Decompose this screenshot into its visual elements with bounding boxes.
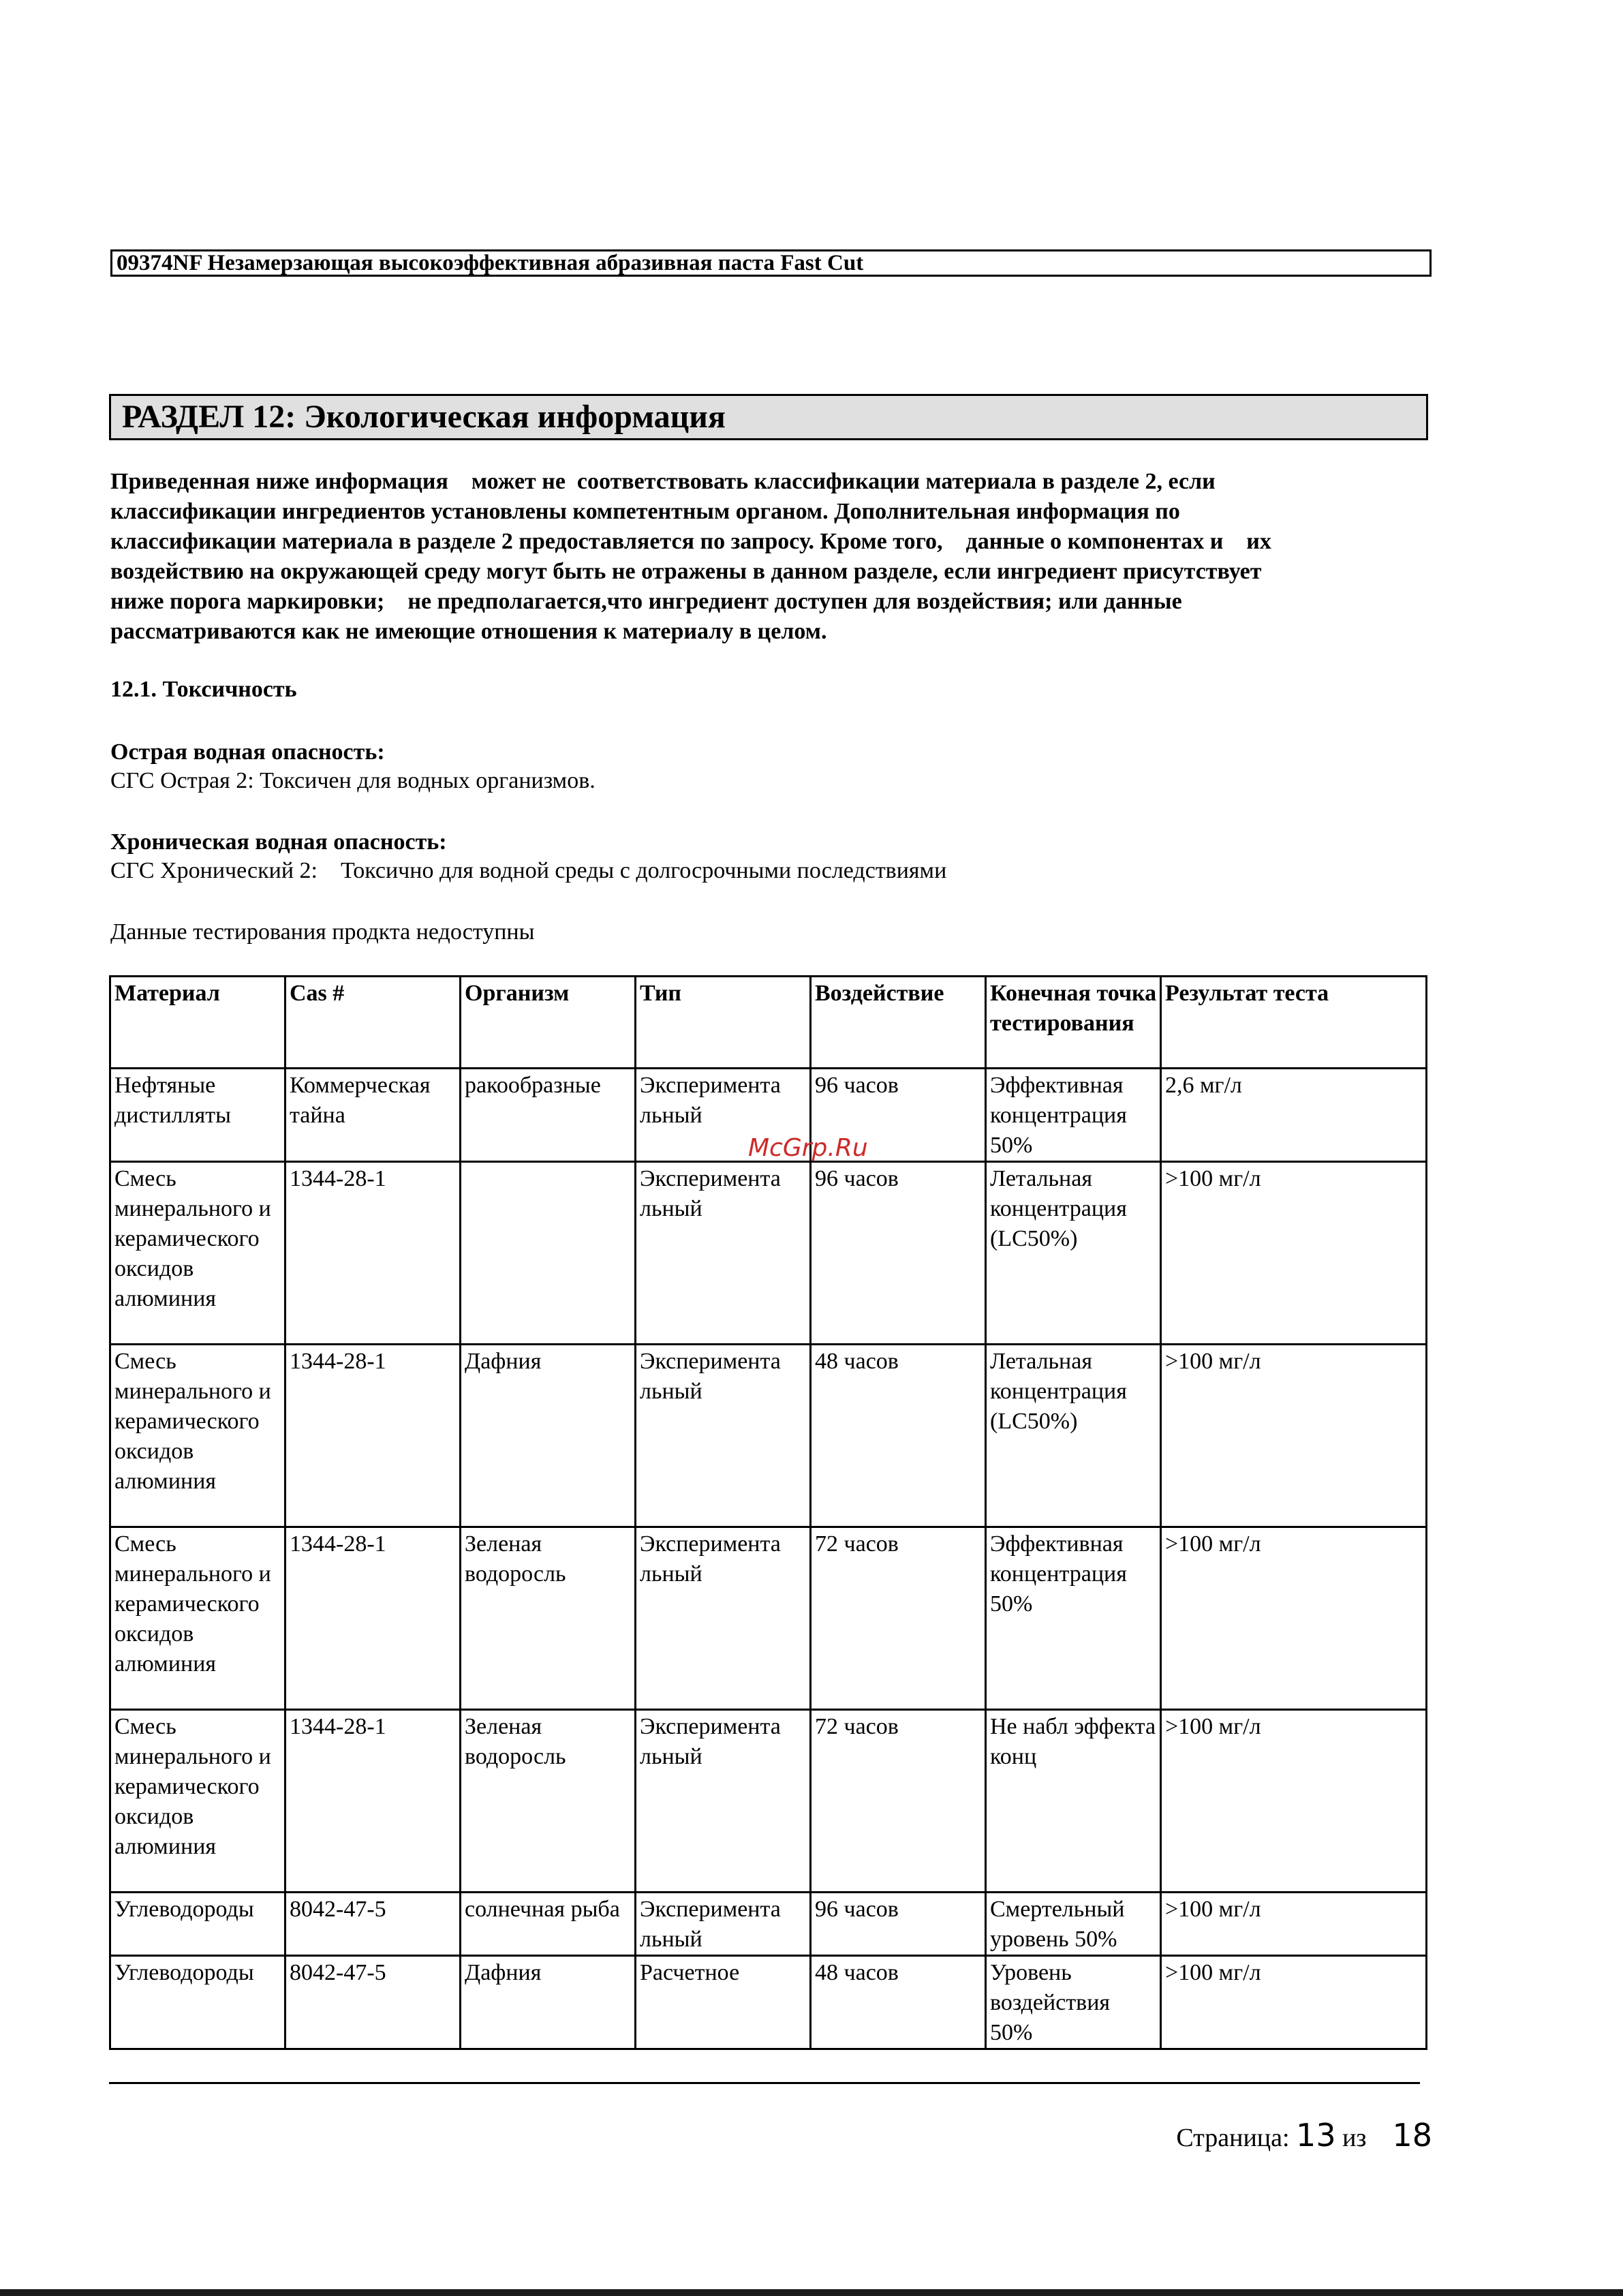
- cell-endpoint: Летальная концентрация (LC50%): [986, 1345, 1161, 1527]
- cell-type: Эксперимента льный: [636, 1710, 811, 1893]
- page-number: [1176, 2118, 1432, 2155]
- cell-endpoint: Эффективная концентрация 50%: [986, 1069, 1161, 1162]
- cell-endpoint: Эффективная концентрация 50%: [986, 1527, 1161, 1710]
- intro-line: классификации материала в разделе 2 предоставляется по запросу. Кроме того, данные о компонентах и их: [110, 529, 1271, 554]
- table-row: [110, 1710, 1427, 1893]
- scan-bottom-edge: [0, 2289, 1623, 2296]
- section-title: РАЗДЕЛ 12: Экологическая информация: [109, 394, 1428, 440]
- header-exposure: Воздействие: [811, 977, 986, 1069]
- intro-line: классификации ингредиентов установлены компетентным органом. Дополнительная информация по: [110, 499, 1180, 524]
- cell-cas: 1344-28-1: [285, 1710, 461, 1893]
- cell-result: >100 мг/л: [1161, 1162, 1427, 1345]
- cell-organism: солнечная рыба: [461, 1893, 636, 1956]
- table-header-row: [110, 977, 1427, 1069]
- no-data-note: Данные тестирования продкта недоступны: [110, 919, 535, 945]
- cell-material: Смесь минерального и керамического оксидов алюминия: [110, 1527, 285, 1710]
- cell-exposure: 48 часов: [811, 1345, 986, 1527]
- cell-exposure: 72 часов: [811, 1710, 986, 1893]
- table-row: [110, 1956, 1427, 2049]
- header-cas: Cas #: [285, 977, 461, 1069]
- cell-endpoint: Смертельный уровень 50%: [986, 1893, 1161, 1956]
- cell-cas: Коммерческая тайна: [285, 1069, 461, 1162]
- table-row: [110, 1345, 1427, 1527]
- cell-result: >100 мг/л: [1161, 1956, 1427, 2049]
- cell-material: Углеводороды: [110, 1956, 285, 2049]
- intro-paragraph: [110, 467, 1432, 647]
- chronic-text: СГС Хронический 2: Токсично для водной среды с долгосрочными последствиями: [110, 858, 947, 883]
- cell-type: Эксперимента льный: [636, 1345, 811, 1527]
- cell-exposure: 48 часов: [811, 1956, 986, 2049]
- subsection-title: 12.1. Токсичность: [110, 677, 297, 702]
- header-organism: Организм: [461, 977, 636, 1069]
- cell-type: Эксперимента льный: [636, 1893, 811, 1956]
- cell-endpoint: Уровень воздействия 50%: [986, 1956, 1161, 2049]
- cell-material: Нефтяные дистилляты: [110, 1069, 285, 1162]
- acute-text: СГС Острая 2: Токсичен для водных организмов.: [110, 768, 596, 793]
- intro-line: Приведенная ниже информация может не соответствовать классификации материала в разделе 2, если: [110, 469, 1216, 494]
- header-material: Материал: [110, 977, 285, 1069]
- acute-heading: Острая водная опасность:: [110, 739, 385, 765]
- cell-exposure: 72 часов: [811, 1527, 986, 1710]
- cell-organism: [461, 1162, 636, 1345]
- cell-cas: 1344-28-1: [285, 1527, 461, 1710]
- cell-material: Смесь минерального и керамического оксидов алюминия: [110, 1345, 285, 1527]
- cell-organism: Дафния: [461, 1345, 636, 1527]
- cell-result: >100 мг/л: [1161, 1345, 1427, 1527]
- cell-cas: 1344-28-1: [285, 1162, 461, 1345]
- cell-result: >100 мг/л: [1161, 1527, 1427, 1710]
- header-type: Тип: [636, 977, 811, 1069]
- cell-type: Расчетное: [636, 1956, 811, 2049]
- footer-divider: [109, 2082, 1420, 2084]
- chronic-heading: Хроническая водная опасность:: [110, 829, 447, 855]
- page-of: из: [1342, 2124, 1367, 2152]
- cell-type: Эксперимента льный: [636, 1162, 811, 1345]
- cell-endpoint: Не набл эффекта конц: [986, 1710, 1161, 1893]
- intro-line: воздействию на окружающей среду могут быть не отражены в данном разделе, если ингредиент присутствует: [110, 559, 1262, 584]
- cell-cas: 8042-47-5: [285, 1956, 461, 2049]
- cell-result: >100 мг/л: [1161, 1893, 1427, 1956]
- table-row: [110, 1162, 1427, 1345]
- table-row: [110, 1527, 1427, 1710]
- page-total: 18: [1392, 2117, 1432, 2154]
- header-endpoint: Конечная точка тестирования: [986, 977, 1161, 1069]
- cell-material: Смесь минерального и керамического оксидов алюминия: [110, 1162, 285, 1345]
- header-result: Результат теста: [1161, 977, 1427, 1069]
- cell-material: Углеводороды: [110, 1893, 285, 1956]
- cell-exposure: 96 часов: [811, 1162, 986, 1345]
- cell-result: 2,6 мг/л: [1161, 1069, 1427, 1162]
- cell-type: Эксперимента льный: [636, 1069, 811, 1162]
- page-label: Страница:: [1176, 2124, 1290, 2152]
- cell-organism: ракообразные: [461, 1069, 636, 1162]
- cell-endpoint: Летальная концентрация (LC50%): [986, 1162, 1161, 1345]
- intro-line: ниже порога маркировки; не предполагается,что ингредиент доступен для воздействия; или данные: [110, 589, 1182, 614]
- cell-organism: Зеленая водоросль: [461, 1710, 636, 1893]
- cell-exposure: 96 часов: [811, 1893, 986, 1956]
- watermark: McGrp.Ru: [748, 1134, 868, 1162]
- table-row: [110, 1893, 1427, 1956]
- cell-type: Эксперимента льный: [636, 1527, 811, 1710]
- cell-result: >100 мг/л: [1161, 1710, 1427, 1893]
- intro-line: рассматриваются как не имеющие отношения к материалу в целом.: [110, 619, 827, 644]
- cell-cas: 8042-47-5: [285, 1893, 461, 1956]
- cell-organism: Дафния: [461, 1956, 636, 2049]
- cell-exposure: 96 часов: [811, 1069, 986, 1162]
- product-title: 09374NF Незамерзающая высокоэффективная абразивная паста Fast Cut: [110, 249, 1432, 277]
- cell-cas: 1344-28-1: [285, 1345, 461, 1527]
- cell-material: Смесь минерального и керамического оксидов алюминия: [110, 1710, 285, 1893]
- page-current: 13: [1296, 2117, 1336, 2154]
- cell-organism: Зеленая водоросль: [461, 1527, 636, 1710]
